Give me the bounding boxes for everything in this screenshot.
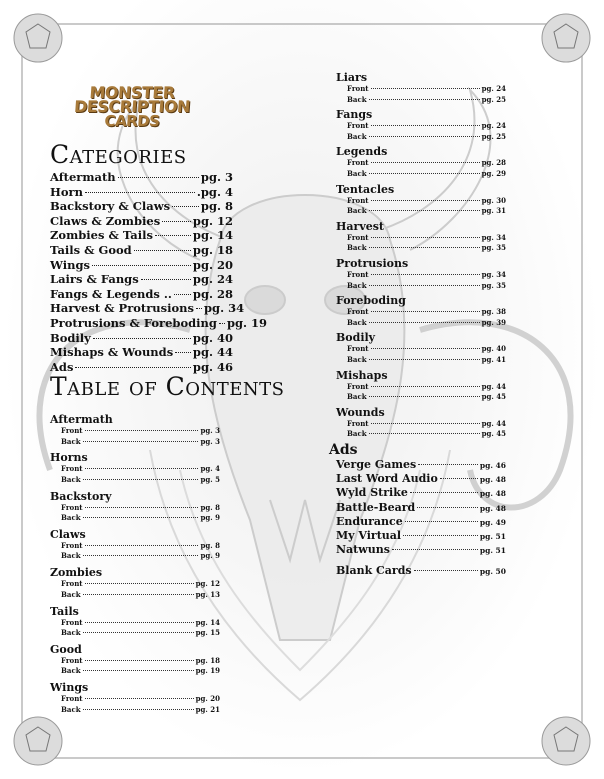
category-page: pg. 3: [200, 170, 233, 184]
ad-name: Endurance: [336, 514, 403, 528]
toc-section-title[interactable]: Claws: [50, 527, 86, 541]
ad-page: pg. 50: [479, 567, 506, 577]
ad-entry[interactable]: [336, 458, 506, 472]
dot-leader: [371, 311, 480, 312]
category-name: Wings: [50, 257, 90, 272]
toc-entry-page: pg. 31: [481, 206, 506, 216]
toc-entry-label: Back: [61, 666, 81, 676]
toc-entry-label: Front: [347, 232, 369, 242]
category-entry[interactable]: [50, 214, 233, 229]
toc-entry-page: pg. 41: [481, 354, 506, 364]
toc-section: [336, 145, 506, 179]
logo-line-1: MONSTER: [88, 83, 176, 102]
category-page: pg. 8: [200, 199, 233, 214]
categories-title: Categories: [50, 140, 187, 169]
logo-line-3: CARDS: [103, 112, 161, 130]
toc-entry-label: Back: [347, 317, 367, 327]
toc-back-entry[interactable]: [61, 437, 220, 448]
dot-leader: [369, 173, 480, 174]
toc-entry-page: pg. 3: [200, 436, 220, 446]
toc-front-entry[interactable]: [347, 307, 506, 318]
ad-entry[interactable]: [336, 501, 506, 515]
toc-front-entry[interactable]: [347, 382, 506, 393]
toc-section: [50, 413, 220, 447]
dot-leader: [369, 359, 480, 360]
ad-name: Battle-Beard: [336, 500, 416, 514]
dot-leader: [155, 235, 191, 236]
dot-leader: [83, 517, 199, 518]
toc-entry-page: pg. 15: [195, 628, 220, 637]
dot-leader: [414, 570, 478, 571]
category-entry[interactable]: [50, 345, 233, 360]
dot-leader: [417, 507, 478, 508]
toc-entry-page: pg. 35: [481, 243, 506, 253]
toc-entry-label: Back: [61, 628, 81, 637]
toc-section: [336, 220, 506, 254]
toc-entry-page: pg. 9: [200, 551, 220, 561]
toc-front-entry[interactable]: [61, 541, 220, 552]
category-entry[interactable]: [50, 258, 233, 273]
dot-leader: [371, 386, 480, 387]
toc-back-entry[interactable]: [347, 318, 506, 329]
toc-entry-page: pg. 39: [481, 317, 506, 327]
category-page: .pg. 4: [196, 184, 233, 199]
dot-leader: [371, 348, 480, 349]
toc-section: [50, 681, 220, 715]
toc-front-entry[interactable]: [347, 121, 506, 132]
category-entry[interactable]: [50, 287, 233, 302]
toc-entry-page: pg. 4: [200, 464, 220, 474]
category-name: Backstory & Claws: [50, 199, 171, 214]
toc-section-title[interactable]: Wounds: [336, 405, 385, 419]
toc-entry-label: Back: [347, 168, 367, 178]
toc-entry-page: pg. 21: [195, 704, 220, 714]
toc-section-title[interactable]: Tails: [50, 604, 79, 618]
ad-entry[interactable]: [336, 515, 506, 529]
dot-leader: [83, 555, 199, 556]
toc-entry-page: pg. 38: [481, 307, 506, 317]
toc-entry-label: Back: [347, 354, 367, 364]
category-entry[interactable]: [50, 315, 268, 331]
ad-page: pg. 51: [479, 546, 506, 556]
toc-entry-page: pg. 18: [195, 655, 220, 665]
toc-section: [336, 406, 506, 440]
toc-back-entry[interactable]: [61, 705, 220, 716]
category-page: pg. 18: [192, 242, 233, 257]
toc-section: [50, 451, 220, 485]
ad-name: Natwuns: [336, 543, 390, 557]
ad-entry[interactable]: [336, 529, 506, 543]
toc-back-entry[interactable]: [347, 243, 506, 254]
toc-front-entry[interactable]: [347, 84, 506, 95]
toc-section-title[interactable]: Wings: [50, 681, 89, 695]
category-name: Protrusions & Foreboding: [50, 315, 217, 330]
toc-back-entry[interactable]: [347, 392, 506, 403]
toc-entry-page: pg. 44: [481, 381, 506, 391]
toc-section: [50, 566, 220, 600]
toc-entry-label: Front: [347, 381, 369, 391]
dot-leader: [141, 279, 191, 280]
toc-entry-page: pg. 5: [200, 474, 220, 484]
category-entry[interactable]: [50, 331, 233, 346]
toc-entry-page: pg. 24: [481, 84, 506, 93]
toc-back-entry[interactable]: [61, 513, 220, 524]
category-entry[interactable]: [50, 228, 233, 243]
category-entry[interactable]: [50, 185, 233, 200]
ad-name: Last Word Audio: [336, 472, 438, 486]
dot-leader: [369, 247, 480, 248]
dot-leader: [75, 367, 190, 368]
category-entry[interactable]: [50, 199, 233, 214]
toc-entry-page: pg. 25: [481, 131, 506, 141]
category-name: Fangs & Legends ..: [50, 286, 172, 301]
ad-page: pg. 48: [479, 475, 506, 485]
dot-leader: [369, 396, 480, 397]
dot-leader: [371, 274, 480, 275]
toc-entry-label: Front: [347, 121, 369, 131]
ads-heading: Ads: [329, 442, 358, 458]
toc-entry-page: pg. 29: [481, 168, 506, 178]
toc-entry-label: Front: [347, 344, 369, 354]
category-page: pg. 24: [192, 272, 233, 287]
toc-entry-label: Back: [347, 94, 367, 104]
toc-entry-label: Front: [61, 464, 83, 474]
toc-section: [336, 294, 506, 328]
dot-leader: [369, 136, 480, 137]
dot-leader: [392, 549, 478, 550]
category-entry[interactable]: [50, 301, 245, 316]
toc-front-entry[interactable]: [61, 464, 220, 475]
toc-section-title[interactable]: Legends: [336, 145, 388, 159]
dot-leader: [371, 125, 480, 126]
ad-entry[interactable]: [336, 543, 506, 557]
dot-leader: [369, 210, 480, 211]
toc-front-entry[interactable]: [347, 419, 506, 430]
ad-page: pg. 51: [479, 531, 506, 541]
category-name: Mishaps & Wounds: [50, 345, 174, 360]
toc-entry-page: pg. 30: [481, 195, 506, 205]
toc-back-entry[interactable]: [347, 132, 506, 143]
dot-leader: [196, 308, 202, 309]
category-page: pg. 44: [192, 345, 233, 360]
toc-section-title[interactable]: Good: [50, 642, 82, 656]
dot-leader: [83, 709, 194, 710]
toc-section-title[interactable]: Protrusions: [336, 257, 409, 270]
toc-front-entry[interactable]: [347, 270, 506, 281]
toc-front-entry[interactable]: [61, 426, 220, 437]
toc-back-entry[interactable]: [347, 429, 506, 440]
toc-entry-page: pg. 25: [481, 94, 506, 104]
toc-entry-label: Back: [347, 206, 367, 216]
toc-section-title[interactable]: Bodily: [336, 331, 376, 345]
toc-entry-label: Front: [347, 158, 369, 168]
dot-leader: [85, 660, 194, 661]
toc-section: [50, 528, 220, 562]
category-entry[interactable]: [50, 170, 233, 185]
toc-section-title[interactable]: Harvest: [336, 219, 384, 233]
toc-entry-page: pg. 3: [200, 426, 220, 435]
ad-name: Wyld Strike: [336, 486, 408, 500]
dot-leader: [371, 162, 480, 163]
toc-entry-page: pg. 34: [481, 270, 506, 279]
toc-back-entry[interactable]: [347, 206, 506, 217]
toc-section: [50, 490, 220, 524]
toc-entry-label: Back: [347, 243, 367, 253]
toc-front-entry[interactable]: [61, 579, 220, 590]
toc-back-entry[interactable]: [61, 590, 220, 601]
dot-leader: [85, 507, 199, 508]
category-name: Zombies & Tails: [50, 228, 153, 243]
dot-leader: [174, 294, 191, 295]
dot-leader: [369, 433, 480, 434]
toc-entry-label: Back: [61, 513, 81, 523]
category-name: Horn: [50, 184, 83, 199]
toc-entry-label: Back: [61, 704, 81, 714]
dot-leader: [371, 237, 480, 238]
ad-name: Verge Games: [336, 458, 417, 471]
dot-leader: [369, 322, 480, 323]
monster-description-cards-logo: [52, 83, 212, 132]
category-name: Tails & Good: [50, 242, 132, 257]
toc-section-title[interactable]: Foreboding: [336, 294, 406, 308]
ad-page: pg. 46: [479, 461, 506, 470]
toc-entry-page: pg. 35: [481, 280, 506, 290]
dot-leader: [85, 545, 199, 546]
category-page: pg. 28: [192, 286, 233, 301]
toc-entry-page: pg. 44: [481, 418, 506, 428]
dot-leader: [85, 698, 194, 699]
toc-section-title[interactable]: Backstory: [50, 489, 112, 503]
toc-entry-page: pg. 34: [481, 232, 506, 242]
toc-front-entry[interactable]: [347, 158, 506, 169]
dot-leader: [83, 479, 199, 480]
ad-entry[interactable]: [336, 564, 506, 578]
dot-leader: [403, 535, 478, 536]
toc-section-title[interactable]: Fangs: [336, 108, 373, 122]
toc-back-entry[interactable]: [347, 169, 506, 180]
toc-section-title[interactable]: Zombies: [50, 566, 103, 580]
toc-back-entry[interactable]: [61, 666, 220, 677]
dot-leader: [172, 206, 199, 207]
toc-entry-page: pg. 12: [195, 579, 220, 589]
toc-section-title[interactable]: Mishaps: [336, 368, 388, 382]
toc-entry-page: pg. 14: [195, 617, 220, 627]
category-page: pg. 14: [192, 228, 233, 243]
toc-entry-label: Front: [61, 655, 83, 665]
toc-entry-label: Front: [61, 502, 83, 512]
toc-entry-label: Back: [61, 551, 81, 561]
toc-front-entry[interactable]: [347, 233, 506, 244]
toc-entry-label: Back: [347, 131, 367, 141]
toc-entry-label: Back: [347, 429, 367, 439]
dot-leader: [83, 670, 194, 671]
ad-entry[interactable]: [336, 486, 506, 500]
dot-leader: [83, 632, 194, 633]
toc-back-entry[interactable]: [61, 551, 220, 562]
category-name: Lairs & Fangs: [50, 272, 139, 287]
ad-entry[interactable]: [336, 472, 506, 486]
toc-front-entry[interactable]: [61, 618, 220, 629]
dot-leader: [410, 492, 478, 493]
category-name: Aftermath: [50, 170, 116, 184]
toc-section: [336, 183, 506, 217]
toc-entry-label: Front: [347, 418, 369, 428]
dot-leader: [93, 338, 191, 339]
category-page: pg. 20: [192, 257, 233, 272]
toc-entry-label: Front: [347, 195, 369, 205]
toc-entry-label: Back: [347, 392, 367, 402]
toc-entry-label: Front: [61, 694, 83, 704]
toc-front-entry[interactable]: [61, 503, 220, 514]
toc-back-entry[interactable]: [61, 628, 220, 639]
dot-leader: [405, 521, 478, 522]
dot-leader: [83, 594, 194, 595]
ad-page: pg. 48: [479, 489, 506, 499]
toc-entry-label: Front: [61, 617, 83, 627]
category-name: Claws & Zombies: [50, 213, 161, 228]
dot-leader: [162, 221, 191, 222]
dot-leader: [85, 622, 194, 623]
category-page: pg. 12: [192, 213, 233, 228]
toc-entry-page: pg. 9: [200, 513, 220, 523]
toc-back-entry[interactable]: [347, 281, 506, 292]
category-name: Harvest & Protrusions: [50, 301, 195, 316]
toc-entry-page: pg. 45: [481, 392, 506, 402]
ads-list: [336, 458, 506, 579]
toc-section: [336, 257, 506, 291]
toc-section-title[interactable]: Tentacles: [336, 182, 395, 196]
dot-leader: [175, 352, 191, 353]
toc-entry-label: Back: [61, 474, 81, 484]
toc-section: [336, 108, 506, 142]
dot-leader: [440, 478, 478, 479]
table-of-contents-title: Table of Contents: [50, 372, 285, 401]
ad-page: pg. 49: [479, 517, 506, 527]
toc-section: [50, 605, 220, 639]
ad-page: pg. 48: [479, 503, 506, 513]
dot-leader: [369, 99, 480, 100]
categories-list: [50, 170, 268, 374]
toc-front-entry[interactable]: [347, 344, 506, 355]
toc-section-title[interactable]: Horns: [50, 451, 88, 465]
toc-entry-page: pg. 45: [481, 429, 506, 439]
dot-leader: [371, 200, 480, 201]
toc-entry-label: Back: [61, 589, 81, 599]
dot-leader: [92, 265, 191, 266]
toc-entry-page: pg. 28: [481, 158, 506, 168]
dot-leader: [134, 250, 191, 251]
dot-leader: [85, 192, 195, 193]
toc-entry-page: pg. 8: [200, 502, 220, 512]
dot-leader: [85, 583, 194, 584]
dot-leader: [371, 423, 480, 424]
dot-leader: [118, 177, 199, 178]
dot-leader: [371, 88, 480, 89]
toc-entry-label: Front: [61, 426, 83, 435]
toc-front-entry[interactable]: [61, 694, 220, 705]
toc-section: [336, 71, 506, 105]
toc-entry-label: Front: [347, 307, 369, 317]
category-page: pg. 40: [192, 330, 233, 345]
logo-line-2: DESCRIPTION: [73, 97, 191, 116]
toc-section-title[interactable]: Liars: [336, 71, 368, 84]
toc-entry-page: pg. 40: [481, 344, 506, 354]
dot-leader: [418, 464, 478, 465]
toc-back-entry[interactable]: [347, 95, 506, 106]
toc-front-entry[interactable]: [347, 196, 506, 207]
toc-entry-label: Back: [61, 436, 81, 446]
dot-leader: [85, 468, 199, 469]
ad-name: Blank Cards: [336, 564, 412, 578]
toc-entry-label: Front: [61, 540, 83, 550]
category-page: pg. 19: [226, 315, 268, 330]
toc-section: [336, 369, 506, 403]
toc-entry-page: pg. 13: [195, 589, 220, 599]
toc-entry-page: pg. 24: [481, 121, 506, 131]
category-page: pg. 34: [204, 301, 245, 316]
category-page: pg. 46: [192, 359, 233, 374]
toc-entry-label: Front: [61, 579, 83, 589]
dot-leader: [85, 430, 199, 431]
toc-back-entry[interactable]: [347, 355, 506, 366]
toc-front-entry[interactable]: [61, 656, 220, 667]
dot-leader: [83, 441, 199, 442]
category-entry[interactable]: [50, 243, 233, 258]
toc-back-entry[interactable]: [61, 475, 220, 486]
category-entry[interactable]: [50, 272, 233, 287]
toc-entry-label: Back: [347, 280, 367, 290]
toc-entry-page: pg. 19: [195, 666, 220, 676]
category-name: Ads: [50, 359, 74, 374]
toc-section-title[interactable]: Aftermath: [50, 413, 113, 426]
toc-entry-page: pg. 8: [200, 540, 220, 550]
dot-leader: [369, 285, 480, 286]
ad-name: My Virtual: [336, 528, 402, 542]
toc-entry-label: Front: [347, 84, 369, 93]
toc-entry-label: Front: [347, 270, 369, 279]
dot-leader: [219, 323, 225, 324]
category-name: Bodily: [50, 330, 91, 345]
toc-entry-page: pg. 20: [195, 694, 220, 704]
toc-section: [50, 643, 220, 677]
toc-section: [336, 331, 506, 365]
